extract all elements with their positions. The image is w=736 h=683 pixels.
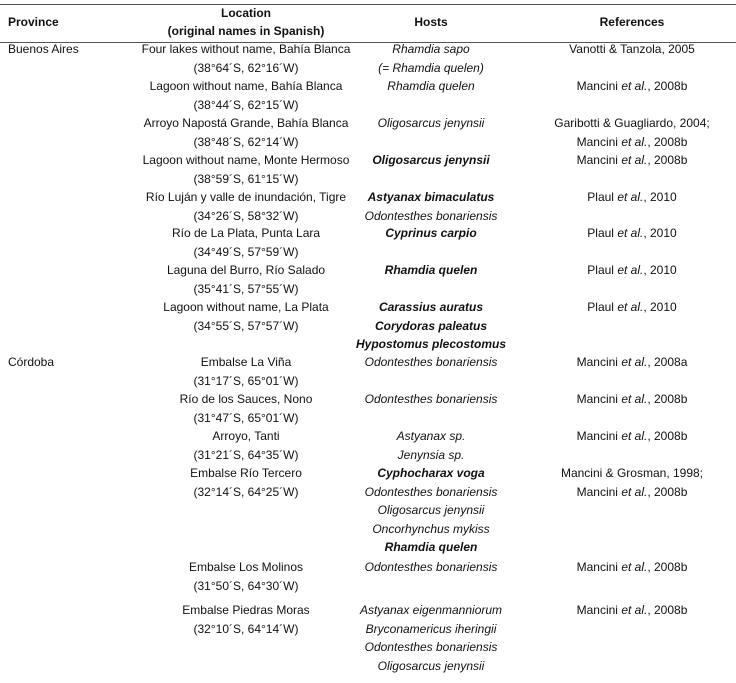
location-name: Lagoon without name, Monte Hermoso [142, 153, 350, 167]
host-species: Oligosarcus jenynsii [377, 503, 485, 518]
reference-author: Mancini [576, 603, 622, 617]
host-species: Astyanax bimaculatus [367, 190, 495, 204]
reference-citation [505, 79, 736, 94]
location-name: Embalse Piedras Moras [182, 603, 310, 617]
header-hosts: Hosts [414, 15, 448, 29]
host-species: Odontesthes bonariensis [364, 392, 498, 406]
reference-year: , 2008b [647, 484, 688, 499]
host-species: Rhamdia quelen [384, 540, 478, 555]
reference-author: Mancini [576, 79, 622, 93]
reference-citation [505, 603, 736, 618]
location-coordinates: (38°48´S, 62°14´W) [193, 134, 299, 149]
host-species: Astyanax eigenmanniorum [359, 603, 503, 617]
location-name: Laguna del Burro, Río Salado [166, 263, 326, 277]
reference-author: Vanotti & Tanzola, 2005 [569, 42, 695, 56]
reference-author: Garibotti & Guagliardo, 2004; [554, 116, 710, 130]
reference-year: , 2008b [647, 603, 688, 617]
reference-author: Mancini [576, 392, 622, 406]
reference-citation [505, 429, 736, 444]
reference-et-al: et al. [621, 603, 648, 617]
header-location-sub: (original names in Spanish) [167, 24, 325, 38]
reference-et-al: et al. [617, 300, 644, 314]
reference-citation [505, 355, 736, 370]
reference-author: Mancini [576, 153, 622, 167]
reference-author: Mancini [576, 429, 622, 443]
host-species: Odontesthes bonariensis [364, 355, 498, 369]
reference-author: Mancini [576, 355, 622, 369]
host-species: Rhamdia quelen [387, 79, 475, 93]
reference-et-al: et al. [621, 134, 648, 149]
reference-et-al: et al. [617, 226, 644, 240]
host-species: Rhamdia sapo [392, 42, 470, 56]
reference-et-al: et al. [617, 263, 644, 277]
header-province: Province [8, 15, 59, 29]
location-name: Lagoon without name, La Plata [163, 300, 329, 314]
host-species: Corydoras paleatus [374, 318, 488, 333]
province-cell: Buenos Aires [8, 42, 79, 56]
reference-citation [505, 135, 736, 150]
location-name: Embalse La Viña [200, 355, 292, 369]
host-species: Rhamdia quelen [384, 263, 478, 277]
host-species: Odontesthes bonariensis [364, 484, 498, 499]
reference-et-al: et al. [621, 392, 648, 406]
host-species: Oncorhynchus mykiss [372, 521, 490, 536]
reference-year: , 2010 [643, 300, 677, 314]
reference-citation [505, 42, 736, 57]
host-species: Bryconamericus iheringii [365, 621, 497, 636]
reference-et-al: et al. [621, 79, 648, 93]
reference-year: , 2008b [647, 560, 688, 574]
reference-year: , 2008b [647, 79, 688, 93]
reference-citation [505, 263, 736, 278]
host-species: Oligosarcus jenynsii [377, 116, 485, 130]
location-coordinates: (31°47´S, 65°01´W) [193, 410, 299, 425]
province-cell: Córdoba [8, 355, 55, 369]
reference-citation [505, 485, 736, 500]
reference-author: Mancini [576, 560, 622, 574]
reference-author: Plaul [587, 190, 618, 204]
reference-citation [505, 300, 736, 315]
reference-year: , 2008b [647, 134, 688, 149]
host-species: Astyanax sp. [396, 429, 466, 443]
host-species: (= Rhamdia quelen) [378, 60, 484, 75]
host-species: Odontesthes bonariensis [364, 208, 498, 223]
location-name: Arroyo, Tanti [212, 429, 280, 443]
location-coordinates: (31°50´S, 64°30´W) [193, 578, 299, 593]
location-name: Lagoon without name, Bahía Blanca [149, 79, 343, 93]
location-name: Río de La Plata, Punta Lara [171, 226, 321, 240]
reference-author: Mancini & Grosman, 1998; [560, 466, 704, 480]
host-species: Odontesthes bonariensis [364, 640, 498, 655]
location-coordinates: (34°55´S, 57°57´W) [193, 318, 299, 333]
host-species: Hypostomus plecostomus [355, 337, 507, 352]
header-references: References [599, 15, 665, 29]
reference-author: Mancini [576, 134, 622, 149]
location-name: Four lakes without name, Bahía Blanca [141, 42, 351, 56]
reference-et-al: et al. [621, 355, 648, 369]
reference-et-al: et al. [621, 429, 648, 443]
reference-author: Mancini [576, 484, 622, 499]
location-coordinates: (34°26´S, 58°32´W) [193, 208, 299, 223]
host-species: Carassius auratus [378, 300, 484, 314]
location-coordinates: (38°59´S, 61°15´W) [193, 171, 299, 186]
location-coordinates: (32°10´S, 64°14´W) [193, 621, 299, 636]
reference-citation [505, 226, 736, 241]
reference-year: , 2010 [643, 226, 677, 240]
location-coordinates: (38°64´S, 62°16´W) [193, 60, 299, 75]
reference-year: , 2008b [647, 392, 688, 406]
header-location: Location [221, 6, 271, 20]
location-coordinates: (34°49´S, 57°59´W) [193, 244, 299, 259]
host-species: Oligosarcus jenynsii [372, 153, 490, 167]
reference-et-al: et al. [621, 153, 648, 167]
reference-author: Plaul [587, 300, 618, 314]
reference-year: , 2010 [643, 190, 677, 204]
location-coordinates: (38°44´S, 62°15´W) [193, 97, 299, 112]
reference-year: , 2008b [647, 153, 688, 167]
reference-year: , 2008a [647, 355, 688, 369]
location-name: Río Luján y valle de inundación, Tigre [145, 190, 347, 204]
reference-et-al: et al. [621, 484, 648, 499]
location-name: Arroyo Napostá Grande, Bahía Blanca [143, 116, 349, 130]
host-species: Oligosarcus jenynsii [377, 658, 485, 673]
reference-citation [505, 116, 736, 131]
host-species: Odontesthes bonariensis [364, 560, 498, 574]
location-coordinates: (35°41´S, 57°55´W) [193, 281, 299, 296]
reference-citation [505, 190, 736, 205]
location-name: Embalse Los Molinos [188, 560, 304, 574]
reference-year: , 2008b [647, 429, 688, 443]
reference-citation [505, 392, 736, 407]
location-coordinates: (31°21´S, 64°35´W) [193, 447, 299, 462]
reference-author: Plaul [587, 263, 618, 277]
location-coordinates: (31°17´S, 65°01´W) [193, 373, 299, 388]
host-species: Cyprinus carpio [385, 226, 477, 240]
location-name: Río de los Sauces, Nono [179, 392, 313, 406]
reference-citation [505, 560, 736, 575]
reference-et-al: et al. [621, 560, 648, 574]
host-species: Jenynsia sp. [397, 447, 465, 462]
table-top-rule [0, 4, 736, 5]
reference-citation [505, 153, 736, 168]
location-name: Embalse Río Tercero [190, 466, 302, 480]
reference-et-al: et al. [617, 190, 644, 204]
reference-year: , 2010 [643, 263, 677, 277]
reference-author: Plaul [587, 226, 618, 240]
host-species: Cyphocharax voga [377, 466, 485, 480]
location-coordinates: (32°14´S, 64°25´W) [193, 484, 299, 499]
reference-citation [505, 466, 736, 481]
